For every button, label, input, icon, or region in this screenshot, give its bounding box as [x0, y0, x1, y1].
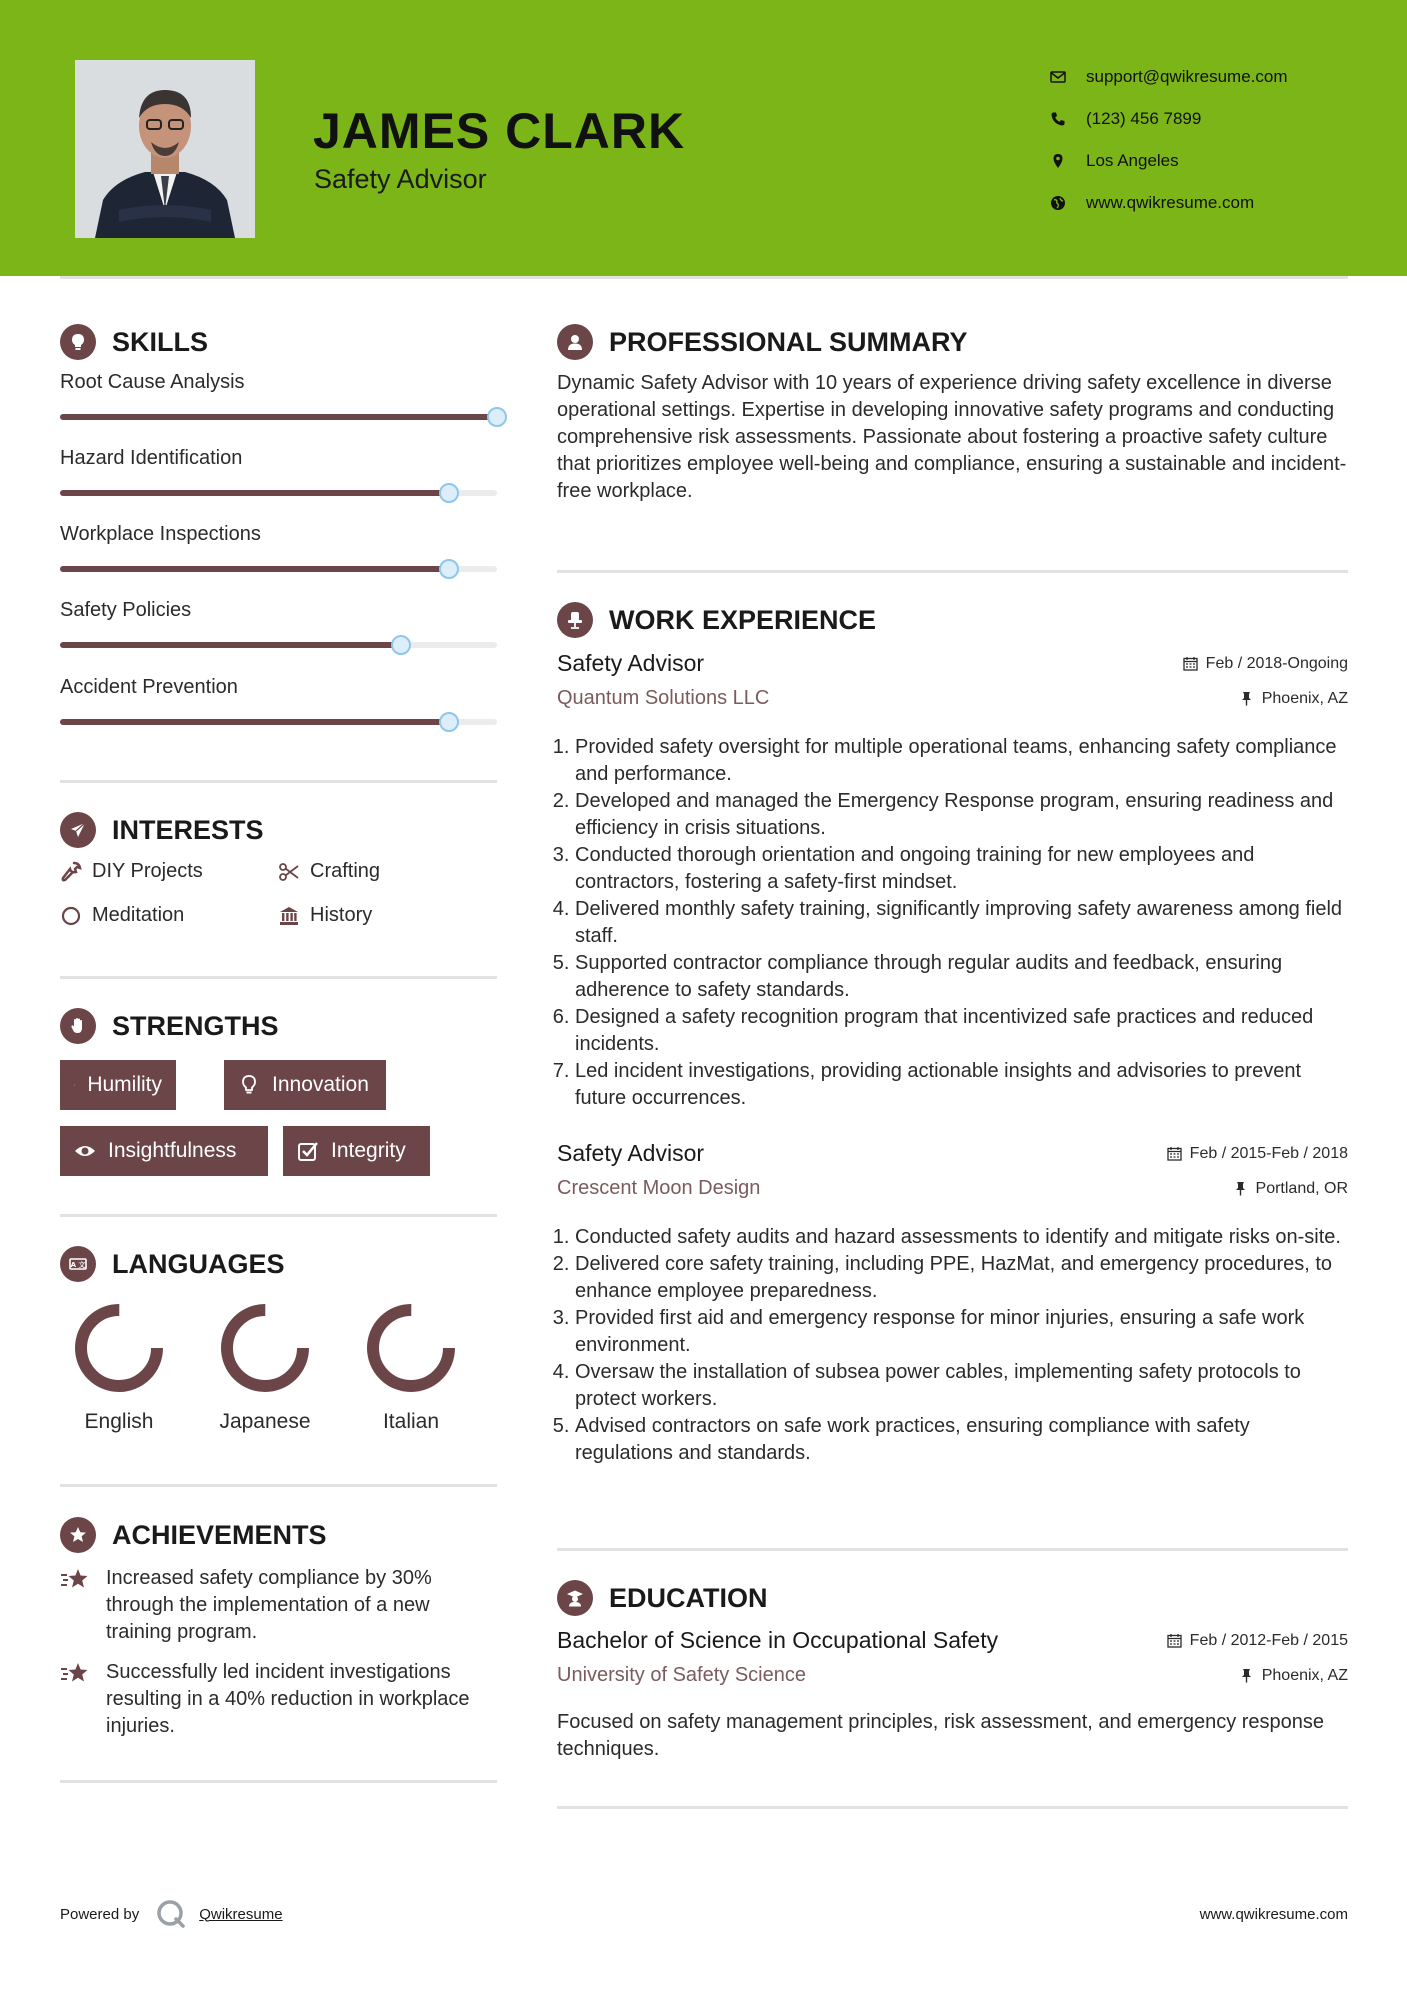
strengths-heading: STRENGTHS [60, 1008, 279, 1044]
section-divider [60, 1780, 497, 1783]
user-icon [565, 332, 585, 352]
duty-item: 3. Conducted thorough orientation and ongoing training for new employees and contractors, fostering a safety-first mindset. [575, 842, 1348, 896]
hand-icon [68, 1016, 88, 1036]
school-name: University of Safety Science [557, 1664, 806, 1686]
contact-phone[interactable] [1050, 98, 1288, 140]
language-item [351, 1300, 471, 1434]
duty-item: 1. Conducted safety audits and hazard assessments to identify and mitigate risks on-site. [575, 1224, 1348, 1251]
education-date: Feb / 2012-Feb / 2015 [1167, 1632, 1348, 1650]
svg-text:A 文: A 文 [70, 1261, 86, 1269]
scissors-icon [278, 861, 300, 883]
skill-bar [60, 642, 497, 648]
paper-plane-icon [68, 820, 88, 840]
achievement-item [60, 1659, 497, 1740]
skill-bar [60, 490, 497, 496]
job-duties [557, 1224, 1348, 1467]
leaf-icon [74, 1074, 75, 1096]
strength-chip: Innovation [224, 1060, 386, 1110]
skills-heading: SKILLS [60, 324, 208, 360]
education-heading: EDUCATION [557, 1580, 768, 1616]
globe-icon [1050, 195, 1066, 211]
degree-title: Bachelor of Science in Occupational Safety [557, 1627, 999, 1653]
chair-icon [565, 610, 585, 630]
eye-icon [74, 1140, 96, 1162]
person-portrait-icon [75, 60, 255, 238]
education-entry [557, 1627, 1348, 1763]
contact-email-text: support@qwikresume.com [1086, 67, 1288, 86]
skill-label: Hazard Identification [60, 447, 243, 469]
skill-item [60, 676, 497, 725]
section-divider [557, 570, 1348, 573]
star-icon [68, 1525, 88, 1545]
interest-item: DIY Projects [60, 860, 203, 883]
duty-item: 5. Supported contractor compliance through regular audits and feedback, ensuring adherence to safety standards. [575, 950, 1348, 1004]
skill-bar [60, 566, 497, 572]
interest-item: Crafting [278, 860, 380, 883]
pushpin-icon [1239, 1668, 1254, 1683]
language-ring [71, 1300, 167, 1396]
skill-label: Workplace Inspections [60, 523, 261, 545]
skill-bar [60, 719, 497, 725]
job-duties [557, 734, 1348, 1112]
strength-chip: Insightfulness [60, 1126, 268, 1176]
contact-list [1050, 56, 1288, 224]
section-divider [60, 1214, 497, 1217]
job-date: Feb / 2015-Feb / 2018 [1167, 1145, 1348, 1163]
skill-item [60, 523, 497, 572]
experience-heading: WORK EXPERIENCE [557, 602, 876, 638]
interests-heading: INTERESTS [60, 812, 264, 848]
job-date: Feb / 2018-Ongoing [1183, 655, 1348, 673]
language-item [59, 1300, 179, 1434]
pushpin-icon [1233, 1181, 1248, 1196]
duty-item: 3. Provided first aid and emergency response for minor injuries, ensuring a safe work environment. [575, 1305, 1348, 1359]
summary-text: Dynamic Safety Advisor with 10 years of experience driving safety excellence in diverse operational settings. Expertise in developing innovative safety programs and conducting comprehensive risk assessments. Passionate about fostering a proactive safety culture that prioritizes employee well-being and compliance, ensuring a sustainable and incident-free workplace. [557, 372, 1347, 502]
section-divider [557, 1806, 1348, 1809]
education-description: Focused on safety management principles, risk assessment, and emergency response techniques. [557, 1711, 1325, 1760]
duty-item: 6. Designed a safety recognition program that incentivized safe practices and reduced incidents. [575, 1004, 1348, 1058]
job-title: Safety Advisor [557, 650, 705, 676]
star-icon [60, 1661, 92, 1687]
footer-branding [60, 1898, 283, 1930]
language-label: Italian [382, 1410, 440, 1433]
interest-item: History [278, 904, 372, 927]
language-label: Japanese [219, 1410, 311, 1433]
language-ring [217, 1300, 313, 1396]
contact-email[interactable] [1050, 56, 1288, 98]
envelope-icon [1050, 69, 1066, 85]
check-square-icon [297, 1140, 319, 1162]
graduate-icon [565, 1588, 585, 1608]
contact-website-text: www.qwikresume.com [1086, 193, 1255, 212]
header-banner [0, 0, 1407, 276]
job-location: Phoenix, AZ [1239, 690, 1348, 708]
section-divider [557, 1548, 1348, 1551]
lightbulb-icon [238, 1074, 260, 1096]
language-label: English [84, 1410, 154, 1433]
profile-photo [75, 60, 255, 238]
language-ring [363, 1300, 459, 1396]
achievement-text: Increased safety compliance by 30% through the implementation of a new training program. [106, 1567, 432, 1643]
candidate-name: JAMES CLARK [313, 103, 686, 159]
section-divider [60, 780, 497, 783]
job-company: Quantum Solutions LLC [557, 687, 770, 709]
job-location: Portland, OR [1233, 1180, 1348, 1198]
powered-by-text: Powered by [60, 1905, 140, 1923]
contact-location [1050, 140, 1288, 182]
footer-url[interactable]: www.qwikresume.com [1199, 1906, 1348, 1923]
strength-chip: Humility [60, 1060, 176, 1110]
strength-chip: Integrity [283, 1126, 430, 1176]
star-icon [60, 1567, 92, 1593]
job-entry [557, 650, 1348, 1112]
duty-item: 7. Led incident investigations, providing actionable insights and advisories to prevent future occurrences. [575, 1058, 1348, 1112]
skill-item [60, 447, 497, 496]
skill-slider-handle [487, 407, 507, 427]
circle-icon [60, 905, 82, 927]
duty-item: 1. Provided safety oversight for multiple operational teams, enhancing safety compliance and performance. [575, 734, 1348, 788]
calendar-icon [1167, 1633, 1182, 1648]
lightbulb-icon [68, 332, 88, 352]
contact-phone-text: (123) 456 7899 [1086, 109, 1202, 128]
languages-heading: A 文 LANGUAGES [60, 1246, 285, 1282]
achievement-text: Successfully led incident investigations resulting in a 40% reduction in workplace injuries. [106, 1661, 470, 1737]
calendar-icon [1167, 1146, 1182, 1161]
language-item [205, 1300, 325, 1434]
skill-bar [60, 414, 497, 420]
qwikresume-link[interactable]: Qwikresume [199, 1905, 283, 1923]
contact-location-text: Los Angeles [1086, 151, 1179, 170]
qwikresume-logo-icon [155, 1898, 187, 1930]
map-marker-icon [1050, 153, 1066, 169]
section-divider [60, 976, 497, 979]
pushpin-icon [1239, 691, 1254, 706]
bank-icon [278, 905, 300, 927]
achievement-item [60, 1565, 497, 1646]
wrench-icon [60, 861, 82, 883]
job-company: Crescent Moon Design [557, 1177, 761, 1199]
skill-slider-handle [439, 483, 459, 503]
duty-item: 4. Oversaw the installation of subsea power cables, implementing safety protocols to protect workers. [575, 1359, 1348, 1413]
candidate-title: Safety Advisor [314, 164, 487, 194]
contact-website[interactable] [1050, 182, 1288, 224]
phone-icon [1050, 111, 1066, 127]
skill-slider-handle [391, 635, 411, 655]
job-title: Safety Advisor [557, 1140, 705, 1166]
duty-item: 5. Advised contractors on safe work practices, ensuring compliance with safety regulations and standards. [575, 1413, 1348, 1467]
achievements-heading: ACHIEVEMENTS [60, 1517, 327, 1553]
calendar-icon [1183, 656, 1198, 671]
summary-heading: PROFESSIONAL SUMMARY [557, 324, 968, 360]
education-location: Phoenix, AZ [1239, 1667, 1348, 1685]
duty-item: 2. Delivered core safety training, including PPE, HazMat, and emergency procedures, to enhance employee preparedness. [575, 1251, 1348, 1305]
skill-slider-handle [439, 559, 459, 579]
language-icon [68, 1254, 88, 1274]
section-divider [60, 1484, 497, 1487]
skill-item [60, 599, 497, 648]
job-entry [557, 1140, 1348, 1467]
skill-label: Root Cause Analysis [60, 371, 245, 393]
skill-label: Accident Prevention [60, 676, 238, 698]
header-divider [60, 276, 1348, 279]
duty-item: 4. Delivered monthly safety training, significantly improving safety awareness among field staff. [575, 896, 1348, 950]
skill-item [60, 371, 497, 420]
skill-label: Safety Policies [60, 599, 192, 621]
interest-item: Meditation [60, 904, 184, 927]
duty-item: 2. Developed and managed the Emergency Response program, ensuring readiness and efficiency in crisis situations. [575, 788, 1348, 842]
skill-slider-handle [439, 712, 459, 732]
